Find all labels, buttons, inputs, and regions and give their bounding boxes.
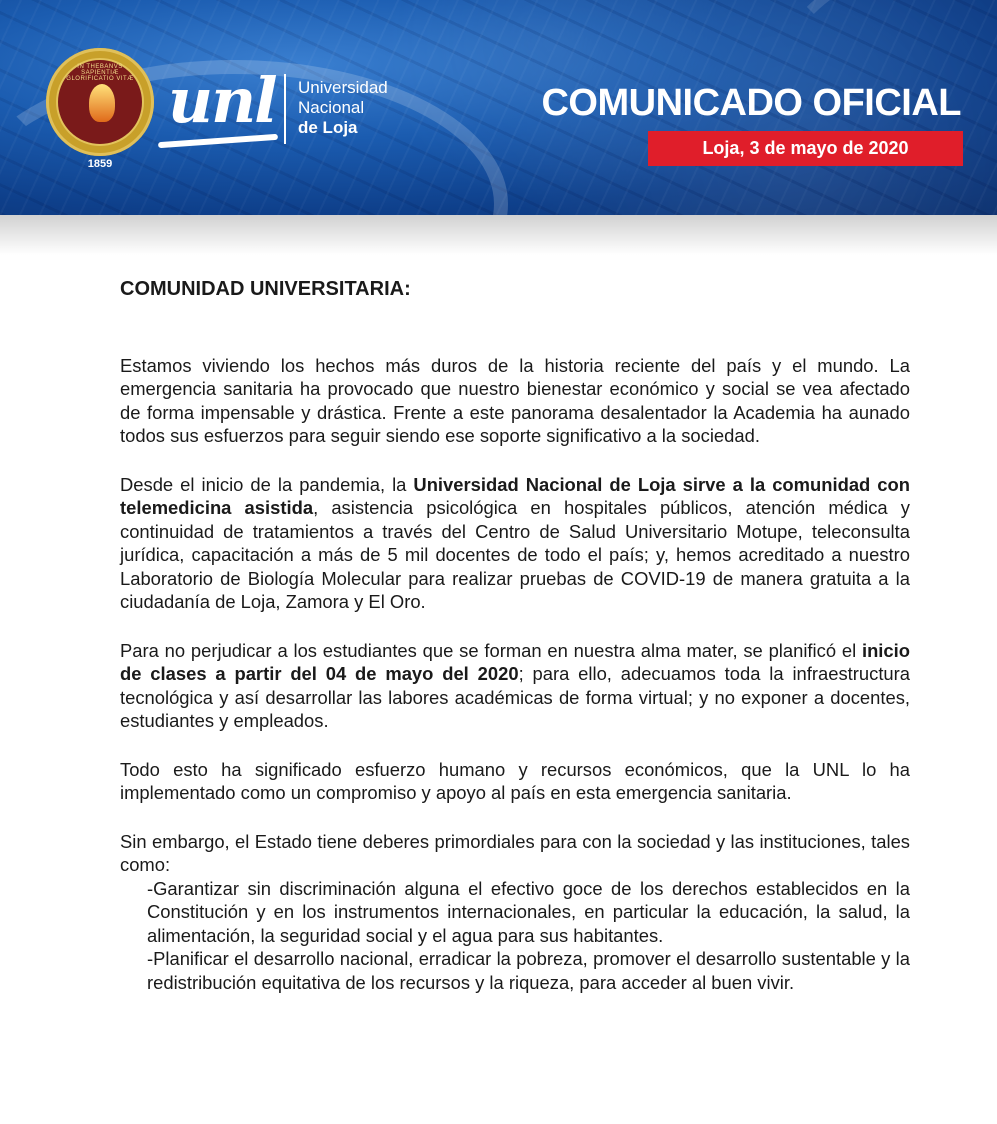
logo-line-1: Universidad xyxy=(298,78,388,97)
university-name xyxy=(298,78,388,138)
university-seal-logo xyxy=(46,48,154,156)
paragraph-2-text-b: , asistencia psicológica en hospitales públicos, atención médica y continuidad de tratamientos a través del Centro de Salud Universitario Motupe, teleconsulta jurídica, capacitación a más de 5 mil docentes de todo el país; y, hemos acreditado a nuestro Laboratorio de Biología Molecular para realizar pruebas de COVID-19 de manera gratuita a la ciudadanía de Loja, Zamora y El Oro. xyxy=(120,497,910,612)
unl-logo-mark: unl xyxy=(168,64,276,137)
paragraph-2 xyxy=(120,473,910,614)
paragraph-3-text-b: ; para ello, adecuamos toda la infraestructura tecnológica y así desarrollar las labores académicas de forma virtual; y no exponer a docentes, estudiantes y empleados. xyxy=(120,663,911,731)
paragraph-3 xyxy=(120,639,910,733)
date-badge: Loja, 3 de mayo de 2020 xyxy=(648,131,963,166)
seal-year: 1859 xyxy=(87,158,113,170)
header-banner xyxy=(0,0,997,215)
paragraph-3-text-a: Para no perjudicar a los estudiantes que se forman en nuestra alma mater, se planificó el xyxy=(120,639,862,661)
paragraph-2-text-a: Desde el inicio de la pandemia, la xyxy=(120,473,414,495)
banner-shadow xyxy=(0,215,997,255)
logo-line-3: de Loja xyxy=(298,118,358,137)
seal-inner-disc xyxy=(56,58,144,146)
list-item: -Planificar el desarrollo nacional, erradicar la pobreza, promover el desarrollo sustentable y la redistribución equitativa de los recursos y la riqueza, para acceder al buen vivir. xyxy=(147,948,910,993)
paragraph-4: Todo esto ha significado esfuerzo humano y recursos económicos, que la UNL lo ha implementado como un compromiso y apoyo al país en esta emergencia sanitaria. xyxy=(120,758,910,803)
paragraph-1: Estamos viviendo los hechos más duros de la historia reciente del país y el mundo. La emergencia sanitaria ha provocado que nuestro bienestar económico y social se vea afectado de forma impensable y drástica. Frente a este panorama desalentador la Academia ha aunado todos sus esfuerzos para seguir siendo ese soporte significativo a la sociedad. xyxy=(120,354,910,446)
paragraph-2-bold: Universidad Nacional de Loja sirve a la comunidad con telemedicina asistida xyxy=(120,473,910,518)
list-item: -Garantizar sin discriminación alguna el efectivo goce de los derechos establecidos en la Constitución y en los instrumentos internacionales, en particular la educación, la salud, la alimentación, la seguridad social y el agua para sus habitantes. xyxy=(147,877,910,946)
logo-line-2: Nacional xyxy=(298,98,365,117)
duties-list xyxy=(147,877,910,995)
logo-divider xyxy=(284,74,286,144)
paragraph-5: Sin embargo, el Estado tiene deberes primordiales para con la sociedad y las instituciones, tales como: xyxy=(120,830,910,875)
paragraph-3-bold: inicio de clases a partir del 04 de mayo del 2020 xyxy=(120,639,910,684)
seal-motto: IN THEBANVS SAPIENTIÆ GLORIFICATIO VITÆ xyxy=(66,64,134,82)
salutation-heading: COMUNIDAD UNIVERSITARIA: xyxy=(120,278,411,300)
page-title: COMUNICADO OFICIAL xyxy=(541,82,961,124)
seal-flame-icon xyxy=(89,84,115,122)
communique-body xyxy=(120,278,910,994)
